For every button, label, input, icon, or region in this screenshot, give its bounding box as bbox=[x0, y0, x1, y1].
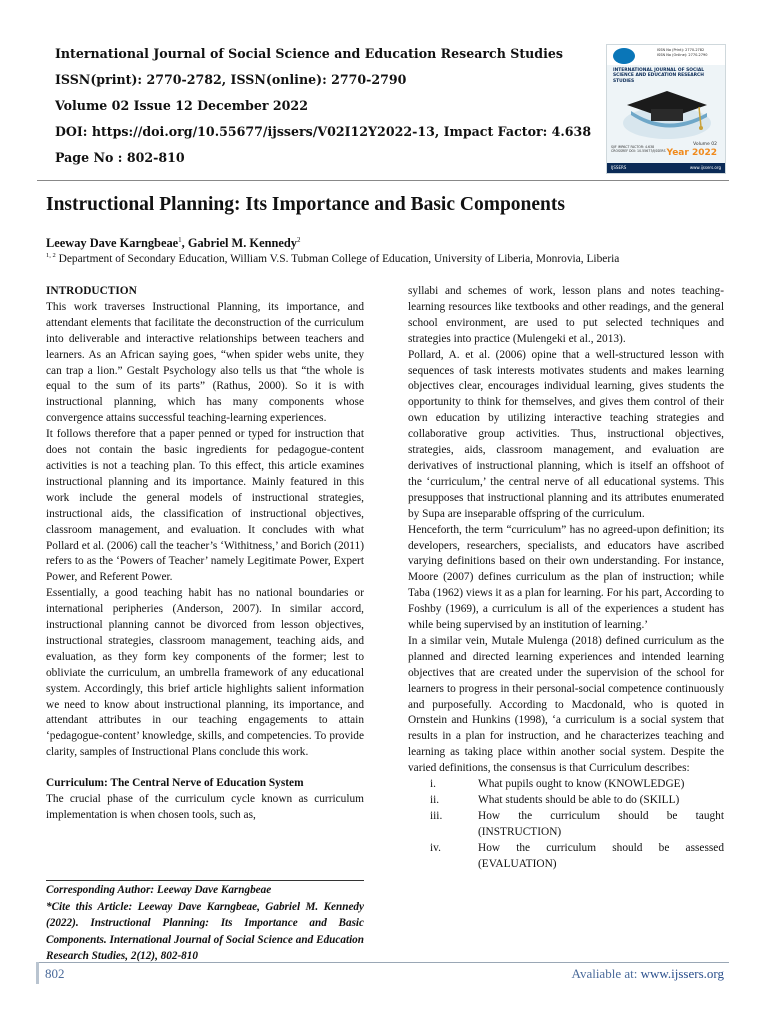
author-1-sup: 1 bbox=[178, 236, 182, 244]
list-number: iii. bbox=[430, 809, 443, 822]
left-column bbox=[46, 284, 364, 824]
cover-volume: Volume 02 bbox=[693, 142, 717, 147]
list-text: What students should be able to do (SKILL) bbox=[478, 794, 680, 806]
affiliation-text: Department of Secondary Education, William V.S. Tubman College of Education, University of Liberia, Monrovia, Liberia bbox=[55, 252, 620, 265]
citation: *Cite this Article: Leeway Dave Karngbeae, Gabriel M. Kennedy (2022). Instructional Planning: Its Importance and Basic Components. International Journal of Social Science and Education Research Studies, 2(12), 802-810 bbox=[46, 900, 364, 963]
page-range: Page No : 802-810 bbox=[55, 150, 185, 165]
footer-accent-bar bbox=[36, 962, 39, 984]
author-line bbox=[46, 236, 300, 251]
corresponding-author: Corresponding Author: Leeway Dave Karngbeae bbox=[46, 884, 272, 896]
list-number: ii. bbox=[430, 794, 440, 806]
list-item bbox=[408, 793, 724, 809]
author-2: , Gabriel M. Kennedy bbox=[181, 236, 297, 251]
cover-year: Year 2022 bbox=[666, 148, 717, 158]
journal-cover-image bbox=[606, 44, 726, 174]
corresponding-author-box bbox=[46, 882, 364, 965]
list-number: iv. bbox=[430, 841, 441, 854]
article-title: Instructional Planning: Its Importance and Basic Components bbox=[46, 194, 565, 215]
cover-issn bbox=[657, 48, 707, 57]
list-text: How the curriculum should be taught (INSTRUCTION) bbox=[478, 809, 724, 838]
journal-name: International Journal of Social Science and Education Research Studies bbox=[55, 46, 563, 61]
page-number: 802 bbox=[45, 966, 65, 981]
list-item bbox=[408, 777, 724, 793]
affiliation-sup: 1, 2 bbox=[46, 252, 56, 259]
volume-line: Volume 02 Issue 12 December 2022 bbox=[55, 98, 308, 113]
paragraph: Henceforth, the term “curriculum” has no agreed-upon definition; its developers, researchers, specialists, and educators have ascribed varying definitions based on their own understanding. For instance, Moore (2007) defines curriculum as the plan of instruction; while Taba (1962) views it as a plan for learning. For his part, According to Foshby (1969), a curriculum is all of the experiences a student has while being supervised by an institution of learning.’ bbox=[408, 523, 724, 632]
cover-meta bbox=[611, 145, 666, 153]
availability-note bbox=[572, 966, 724, 982]
cover-footer bbox=[607, 163, 725, 173]
list-text: What pupils ought to know (KNOWLEDGE) bbox=[478, 778, 685, 791]
list-number: i. bbox=[430, 778, 436, 791]
list-text: How the curriculum should be assessed (EVALUATION) bbox=[478, 841, 724, 870]
availability-label: Avaliable at: bbox=[571, 966, 641, 981]
journal-logo bbox=[613, 48, 635, 64]
paragraph: This work traverses Instructional Planning, its importance, and attendant elements that facilitate the deconstruction of the curriculum into deliverable and interactive relationships between teachers and learners. As an African saying goes, “when spider webs unite, they can trap a lion.” Gestalt Psychology also tells us that “the whole is equal to the sum of its parts” (Rathus, 2000). So it is with instructional planning, which has many components whose convergence attains successful teaching-learning experiences. bbox=[46, 300, 364, 425]
cover-footer-brand: IJSSERS bbox=[611, 165, 627, 170]
header-divider bbox=[37, 180, 729, 181]
paragraph: The crucial phase of the curriculum cycle known as curriculum implementation is when chosen tools, such as, bbox=[46, 793, 364, 821]
paragraph: In a similar vein, Mutale Mulenga (2018) defined curriculum as the planned and directed learning experiences and intended learning objectives that are created under the supervision of the school for learners to progress in their personal-social competence continuously and purposefully. According to Macdonald, who is quoted in Ornstein and Hunkins (1998), ‘a curriculum is a social system that results in a plan for instruction, and he characterizes teaching and learning as taking place within another social system. Despite the varied definitions, the consensus is that Curriculum describes: bbox=[408, 634, 724, 775]
journal-url-link[interactable]: www.ijssers.org bbox=[640, 966, 724, 981]
paragraph: Pollard, A. et al. (2006) opine that a well-structured lesson with sequences of task interests motivates students and makes learning objectives clear, encourages individual learning, gives students the opportunity to think for themselves, and gives them control of their own education by utilizing interactive teaching strategies and collaborative group activities. Thus, instructional objectives, strategies, aids, classroom management, and evaluation are derivatives of instructional planning, which is itself an offshoot of the ‘curriculum,’ the central nerve of all educational systems. This presupposes that instructional planning and its attributes enumerated by Supa are inseparable offspring of the curriculum. bbox=[408, 348, 724, 520]
paragraph: It follows therefore that a paper penned or typed for instruction that does not contain the basic ingredients for pedagogue-content activities is not a teaching plan. To this effect, this article examines instructional planning and its importance. Mainly featured in this work include the general models of instructional strategies, instructional aids, the classification of instructional objectives, classroom management, and evaluation. It concludes with what Pollard et al. (2006) call the teacher’s ‘Withitness,’ and Borich (2011) refers to as the ‘Powers of Teacher’ namely Legitimate Power, Expert Power, and Referent Power. bbox=[46, 428, 364, 584]
cover-issn-online: ISSN No (Online): 2770-2790 bbox=[657, 52, 708, 57]
cover-meta-line: CROSSREF DOI: 10.55677/IJSSERS bbox=[611, 149, 666, 154]
list-item bbox=[408, 841, 724, 873]
affiliation bbox=[46, 252, 619, 265]
doi-line[interactable]: DOI: https://doi.org/10.55677/ijssers/V02I12Y2022-13, Impact Factor: 4.638 bbox=[55, 124, 592, 139]
author-1: Leeway Dave Karngbeae bbox=[46, 236, 179, 251]
footer-divider bbox=[37, 962, 729, 963]
author-2-sup: 2 bbox=[296, 236, 301, 244]
curriculum-list bbox=[408, 777, 724, 872]
footnote-divider bbox=[46, 880, 364, 881]
issn-line: ISSN(print): 2770-2782, ISSN(online): 2770-2790 bbox=[55, 72, 407, 87]
cover-issn-print: ISSN No (Print): 2770-2782 bbox=[657, 48, 705, 52]
graduation-cap-illustration bbox=[621, 83, 713, 143]
cover-footer-url: www.ijssers.org bbox=[689, 165, 721, 170]
cover-title: INTERNATIONAL JOURNAL OF SOCIAL SCIENCE AND EDUCATION RESEARCH STUDIES bbox=[613, 68, 705, 84]
cover-meta-line: SJIF IMPACT FACTOR: 4.638 bbox=[611, 145, 655, 149]
intro-heading: INTRODUCTION bbox=[46, 285, 137, 297]
paragraph: syllabi and schemes of work, lesson plans and notes teaching-learning resources like textbooks and other readings, and the general school environment, are used to put selected techniques and strategies into practice (Mulengeki et al., 2013). bbox=[408, 285, 724, 345]
list-item bbox=[408, 809, 724, 841]
paragraph: Essentially, a good teaching habit has no national boundaries or international peripheries (Anderson, 2007). In similar accord, instructional planning cannot be divorced from lesson objectives, instructional strategies, classroom management, teaching aids, and evaluation, as they form key components of the former; lest to obliviate the curriculum, an umbrella framework of any educational system. Accordingly, this brief article highlights salient information we need to know about instructional planning, its importance, and attendant attributes in our teaching engagements to attain ‘pedagogue-content’ knowledge, skills, and competencies. To provide clarity, samples of Instructional Plans conclude this work. bbox=[46, 587, 364, 759]
right-column bbox=[408, 284, 724, 873]
curriculum-heading: Curriculum: The Central Nerve of Education System bbox=[46, 777, 304, 790]
